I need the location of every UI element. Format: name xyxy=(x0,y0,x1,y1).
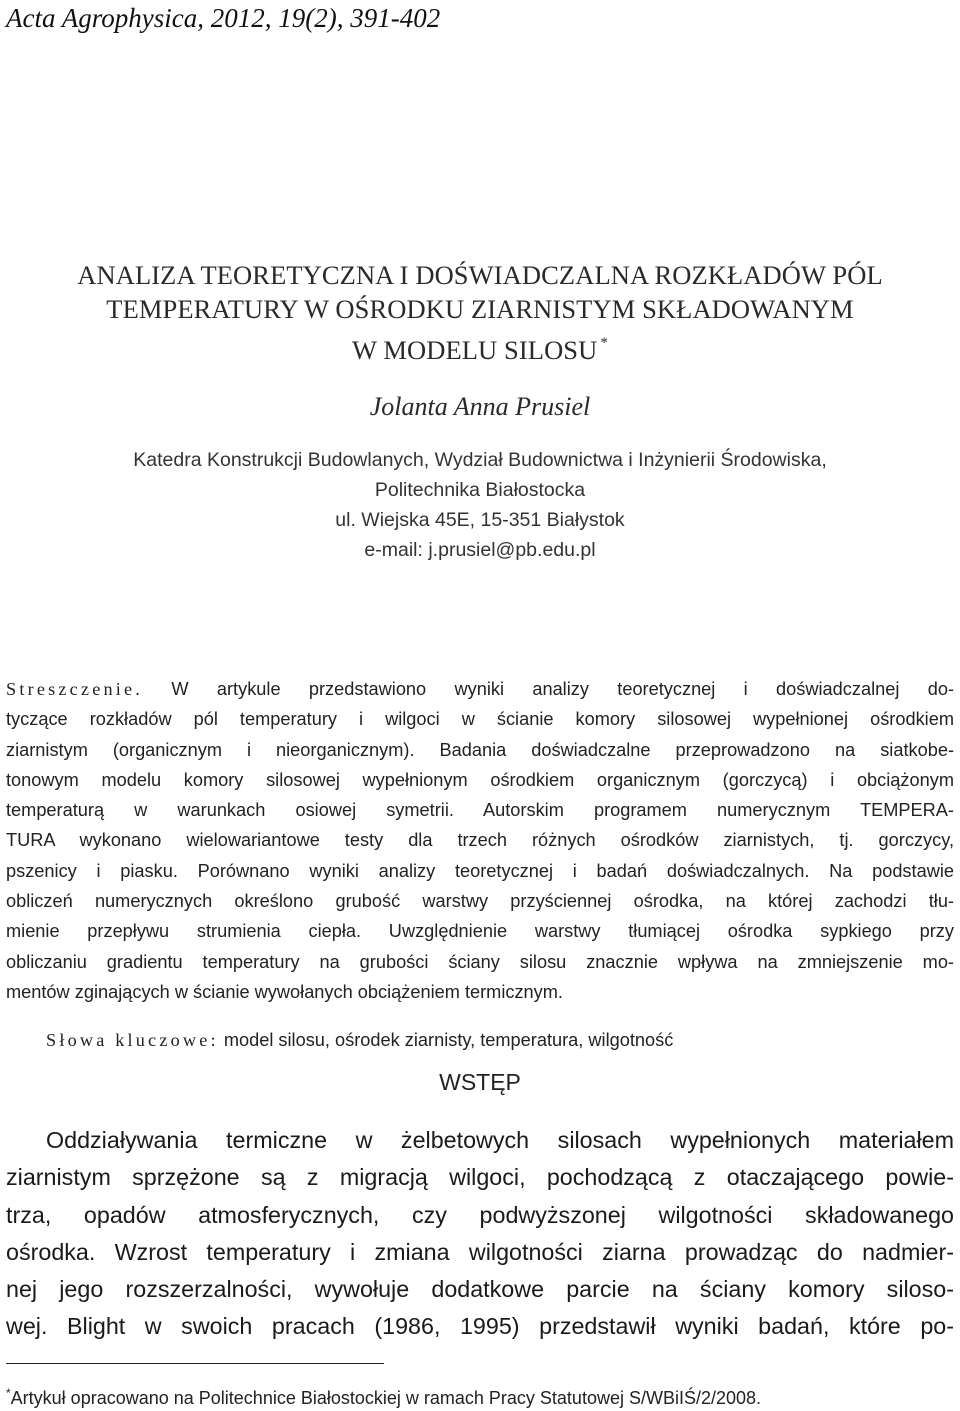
paper-title xyxy=(0,258,960,367)
affiliation-line-2: Politechnika Białostocka xyxy=(374,479,586,501)
footnote-text: Artykuł opracowano na Politechnice Białostockiej w ramach Pracy Statutowej S/WBiIŚ/2/2008. xyxy=(10,1388,762,1408)
body-line-5: nej jego rozszerzalności, wywołuje dodatkowe parcie na ściany komory siloso- xyxy=(6,1276,954,1303)
title-line-1: ANALIZA TEORETYCZNA I DOŚWIADCZALNA ROZKŁADÓW PÓL xyxy=(77,260,883,290)
body-line-1: Oddziaływania termiczne w żelbetowych silosach wypełnionych materiałem xyxy=(46,1127,954,1153)
abstract-line-11: mentów zginających w ścianie wywołanych obciążeniem termicznym. xyxy=(6,981,563,1002)
keywords xyxy=(46,1025,673,1055)
footnote xyxy=(6,1380,761,1411)
abstract-line-5: temperaturą w warunkach osiowej symetrii. Autorskim programem numerycznym TEMPERA- xyxy=(6,800,954,821)
affiliation xyxy=(0,445,960,565)
footnote-divider xyxy=(6,1363,384,1364)
body-line-2: ziarnistym sprzężone są z migracją wilgoci, pochodzącą z otaczającego powie- xyxy=(6,1164,954,1191)
body-line-6: wej. Blight w swoich pracach (1986, 1995) przedstawił wyniki badań, które po- xyxy=(6,1313,954,1340)
abstract xyxy=(6,674,954,1007)
author-name: Jolanta Anna Prusiel xyxy=(369,392,591,421)
keywords-text: model silosu, ośrodek ziarnisty, temperatura, wilgotność xyxy=(223,1030,674,1050)
abstract-line-10: obliczaniu gradientu temperatury na grubości ściany silosu znacznie wpływa na zmniejszenie mo- xyxy=(6,951,954,972)
title-line-3 xyxy=(0,326,960,367)
abstract-line-7: pszenicy i piasku. Porównano wyniki analizy teoretycznej i badań doświadczalnych. Na podstawie xyxy=(6,860,954,881)
abstract-line-4: tonowym modelu komory silosowej wypełnionym ośrodkiem organicznym (gorczycą) i obciążonym xyxy=(6,769,954,790)
journal-header: Acta Agrophysica, 2012, 19(2), 391-402 xyxy=(6,3,441,33)
body-paragraph xyxy=(6,1122,954,1346)
abstract-line-8: obliczeń numerycznych określono grubość warstwy przyściennej ośrodka, na której zachodzi tłu- xyxy=(6,891,954,912)
abstract-line-2: tyczące rozkładów pól temperatury i wilgoci w ścianie komory silosowej wypełnionej ośrodkiem xyxy=(6,709,954,730)
abstract-line-9: mienie przepływu strumienia ciepła. Uwzględnienie warstwy tłumiącej ośrodka sypkiego przy xyxy=(6,921,954,942)
title-line-3-text: W MODELU SILOSU xyxy=(351,335,598,365)
body-line-3: trza, opadów atmosferycznych, czy podwyższonej wilgotności składowanego xyxy=(6,1201,954,1228)
abstract-line-1-text: W artykule przedstawiono wyniki analizy teoretycznej i doświadczalnej do- xyxy=(171,679,954,699)
footnote-mark: * xyxy=(6,1386,11,1400)
affiliation-email: e-mail: j.prusiel@pb.edu.pl xyxy=(364,539,596,561)
abstract-line-6: TURA wykonano wielowariantowe testy dla trzech różnych ośrodków ziarnistych, tj. gorczycy, xyxy=(6,830,954,851)
title-line-2: TEMPERATURY W OŚRODKU ZIARNISTYM SKŁADOWANYM xyxy=(106,294,854,324)
title-footnote-mark: * xyxy=(600,335,608,351)
body-line-4: ośrodka. Wzrost temperatury i zmiana wilgotności ziarna prowadząc do nadmier- xyxy=(6,1238,954,1265)
affiliation-line-1: Katedra Konstrukcji Budowlanych, Wydział Budownictwa i Inżynierii Środowiska, xyxy=(133,449,827,471)
keywords-label: Słowa kluczowe: xyxy=(46,1030,219,1050)
abstract-line-1 xyxy=(6,674,954,704)
abstract-line-3: ziarnistym (organicznym i nieorganicznym). Badania doświadczalne przeprowadzono na siatkobe- xyxy=(6,739,954,760)
affiliation-line-3: ul. Wiejska 45E, 15-351 Białystok xyxy=(335,509,625,531)
abstract-label: Streszczenie. xyxy=(6,679,144,699)
section-heading: WSTĘP xyxy=(439,1069,521,1095)
